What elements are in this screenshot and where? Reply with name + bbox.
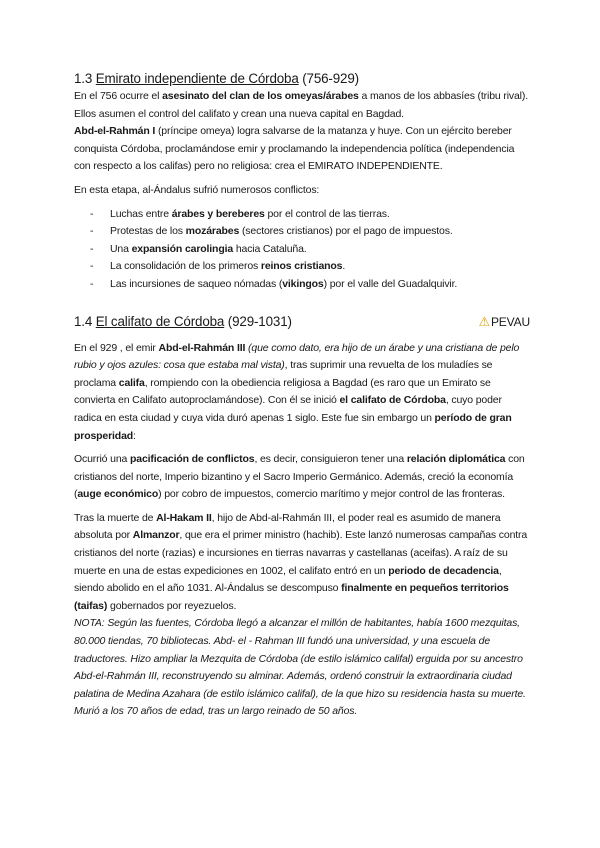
warning-icon: ⚠ <box>478 313 490 329</box>
paragraph: Abd-el-Rahmán I (príncipe omeya) logra salvarse de la matanza y huye. Con un ejército bereber conquista Córdoba, proclamándose emir y proclamando la independencia política (independencia con respecto a los califas) pero no religiosa: crea el EMIRATO INDEPENDIENTE. <box>74 125 515 173</box>
section-title: Emirato independiente de Córdoba <box>95 71 299 86</box>
note-paragraph: NOTA: Según las fuentes, Córdoba llegó a alcanzar el millón de habitantes, había 1600 mezquitas, 80.000 tiendas, 70 bibliotecas. Abd- el - Rahman III fundó una universidad, y una escuela de traductores. Hizo ampliar la Mezquita de Córdoba (de estilo islámico califal) erguida por su ancestro Abd-el-Rahmán III, reconstruyendo su alminar. Además, ordenó construir la extraordinaria ciudad palatina de Medina Azahara (de estilo islámico califal), de la que hizo su residencia hasta su muerte. Murió a los 70 años de edad, tras un largo reinado de 50 años. <box>74 617 526 718</box>
document-content <box>74 70 530 721</box>
text-run: reinos cristianos <box>260 260 343 273</box>
pevau-badge <box>478 313 530 331</box>
text-run: vikingos <box>282 277 324 290</box>
list-item: - Protestas de los mozárabes (sectores cristianos) por el pago de impuestos. <box>74 223 530 241</box>
pevau-label: PEVAU <box>490 314 530 329</box>
paragraph: Ocurrió una pacificación de conflictos, es decir, consiguieron tener una relación diplomática con cristianos del norte, Imperio bizantino y el Sacro Imperio Germánico. Además, creció la economía (auge económico) por cobro de impuestos, comercio marítimo y mejor control de las fronteras. <box>74 453 525 501</box>
section-1-4-heading <box>74 313 530 331</box>
text-run: periodo de decadencia <box>388 564 499 577</box>
text-run: Almanzor <box>132 529 180 542</box>
section-years: (756-929) <box>298 71 359 86</box>
conflict-list <box>74 206 530 294</box>
text-run: califa <box>118 376 145 389</box>
paragraph: Tras la muerte de Al-Hakam II, hijo de Abd-al-Rahmán III, el poder real es asumido de manera absoluta por Almanzor, que era el primer ministro (hachib). Este lanzó numerosas campañas contra cristianos del norte (razias) e incursiones en tierras navarras y castellanas (aceifas). A raíz de su muerte en una de estas expediciones en 1002, el califato entró en un periodo de decadencia, siendo abolido en el año 1031. Al-Ándalus se descompuso finalmente en pequeños territorios (taifas) gobernados por reyezuelos. <box>74 511 528 612</box>
text-run: pacificación de conflictos <box>129 453 255 466</box>
text-run: finalmente en pequeños territorios (taifas) <box>74 582 509 612</box>
list-item: - La consolidación de los primeros reinos cristianos. <box>74 258 530 276</box>
paragraph: En el 929 , el emir Abd-el-Rahmán III (que como dato, era hijo de un árabe y una cristiana de pelo rubio y ojos azules: cosa que estaba mal vista), tras suprimir una revuelta de los muladíes se proclama califa, rompiendo con la obediencia religiosa a Bagdad (es raro que un Emirato se convierta en Califato autoproclamándose). Con él se inició el califato de Córdoba, cuyo poder radica en esta ciudad y cuya vida duró apenas 1 siglo. Este fue sin embargo un período de gran prosperidad: <box>74 341 520 442</box>
text-run: (que como dato, era hijo de un árabe y una cristiana de pelo rubio y ojos azules: cosa que estaba mal vista) <box>74 341 520 372</box>
text-run: auge económico <box>77 488 159 501</box>
text-run: Abd-el-Rahmán III <box>158 341 246 354</box>
text-run: relación diplomática <box>406 453 506 466</box>
text-run: Al-Hakam II <box>156 511 212 524</box>
text-run: árabes y bereberes <box>171 207 265 220</box>
text-run: período de gran prosperidad <box>74 411 512 442</box>
section-1-3-heading <box>74 70 530 88</box>
section-years: (929-1031) <box>224 313 292 329</box>
text-run: mozárabes <box>185 225 240 238</box>
paragraph: En esta etapa, al-Ándalus sufrió numerosos conflictos: <box>74 183 320 196</box>
section-title: El califato de Córdoba <box>95 313 225 329</box>
text-run: Abd-el-Rahmán I <box>74 125 156 138</box>
list-item: - Luchas entre árabes y bereberes por el control de las tierras. <box>74 206 530 224</box>
paragraph: En el 756 ocurre el asesinato del clan de los omeyas/árabes a manos de los abbasíes (tribu rival). Ellos asumen el control del califato y crean una nueva capital en Bagdad. <box>74 90 528 120</box>
text-run: asesinato del clan de los omeyas/árabes <box>162 90 359 102</box>
text-run: el califato de Córdoba <box>339 394 446 407</box>
text-run: expansión carolingia <box>131 242 234 255</box>
section-number: 1.4 <box>74 313 96 329</box>
list-item: - Las incursiones de saqueo nómadas (vikingos) por el valle del Guadalquivir. <box>74 276 530 294</box>
section-number: 1.3 <box>74 71 96 86</box>
list-item: - Una expansión carolingia hacia Cataluña. <box>74 241 530 259</box>
